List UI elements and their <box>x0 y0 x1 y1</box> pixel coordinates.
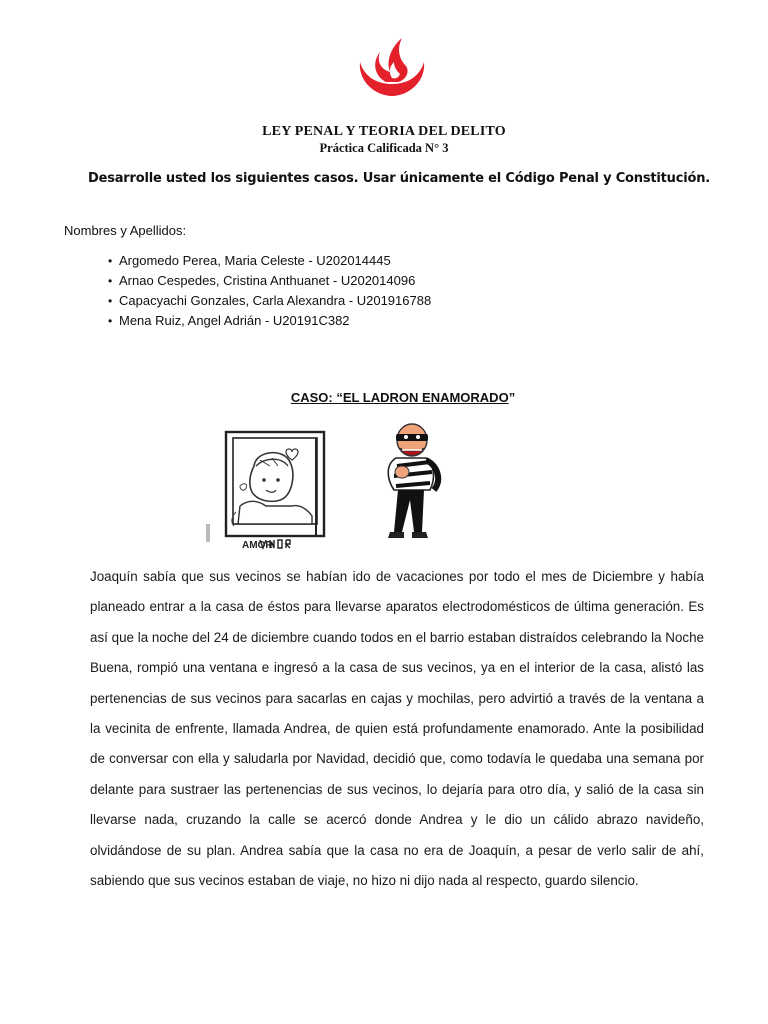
list-item: • Mena Ruiz, Angel Adrián - U20191C382 <box>108 311 431 331</box>
list-item: • Capacyachi Gonzales, Carla Alexandra - U201916788 <box>108 291 431 311</box>
case-title-suffix: ” <box>508 390 516 405</box>
list-item: • Arnao Cespedes, Cristina Anthuanet - U202014096 <box>108 271 431 291</box>
case-title <box>0 390 768 405</box>
instruction-text: Desarrolle usted los siguientes casos. Usar únicamente el Código Penal y Constitución. <box>87 171 711 186</box>
names-list <box>108 251 431 331</box>
masked-thief-cartoon-icon <box>372 420 472 554</box>
case-title-name: EL LADRON ENAMORADO <box>342 390 509 405</box>
names-label: Nombres y Apellidos: <box>64 223 187 238</box>
case-story-paragraph: Joaquín sabía que sus vecinos se habían ido de vacaciones por todo el mes de Diciembre y había planeado entrar a la casa de éstos para llevarse aparatos electrodomésticos de última generación. Es así que la noche del 24 de diciembre cuando todos en el barrio estaban distraídos celebrando la Noche Buena, rompió una ventana e ingresó a la casa de sus vecinos, ya en el interior de la casa, alistó las pertenencias de sus vecinos para sacarlas en cajas y mochilas, pero advirtió a través de la ventana a la vecinita de enfrente, llamada Andrea, de quien está profundamente enamorado. Ante la posibilidad de conversar con ella y saludarla por Navidad, decidió que, como todavía le quedaba una semana por delante para sustraer las pertenencias de sus vecinos, lo dejaría para otro día, y salió de la casa sin llevarse nada, cruzando la calle se acercó donde Andrea y le dio un cálido abrazo navideño, olvidándose de su plan. Andrea sabía que la casa no era de Joaquín, a pesar de verlo salir de ahí, sabiendo que sus vecinos estaban de viaje, no hizo ni dijo nada al respecto, guardo silencio. <box>90 569 704 889</box>
image-caption: AMOR <box>242 540 273 551</box>
case-title-prefix: CASO: “ <box>290 390 343 405</box>
list-item: • Argomedo Perea, Maria Celeste - U202014445 <box>108 251 431 271</box>
girl-in-window-illustration-icon <box>200 426 330 554</box>
upc-flame-logo-icon <box>356 32 428 98</box>
document-title: LEY PENAL Y TEORIA DEL DELITO <box>262 124 506 139</box>
document-subtitle: Práctica Calificada N° 3 <box>319 141 449 155</box>
